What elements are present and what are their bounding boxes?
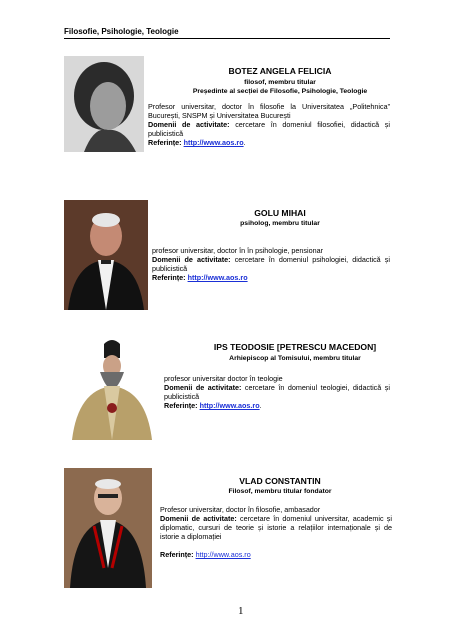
member-references xyxy=(152,273,390,282)
member-role: psiholog, membru titular xyxy=(240,220,320,227)
member-details xyxy=(152,246,390,282)
member-role: Filosof, membru titular fondator xyxy=(228,488,332,495)
portrait-photo-vlad xyxy=(64,468,152,588)
member-details xyxy=(164,374,390,410)
member-role: filosof, membru titular xyxy=(244,79,316,86)
member-role: Arhiepiscop al Tomisului, membru titular xyxy=(229,355,361,362)
page-number: 1 xyxy=(238,605,244,617)
member-bio: profesor universitar, doctor în în psihologie, pensionar xyxy=(152,246,324,255)
member-name: VLAD CONSTANTIN xyxy=(239,476,321,486)
member-domain xyxy=(160,514,392,541)
ref-link[interactable]: http://www.aos.ro xyxy=(199,401,260,410)
member-domain xyxy=(164,383,390,401)
member-name: BOTEZ ANGELA FELICIA xyxy=(228,66,332,76)
member-bio: Profesor universitar, doctor în filosofie la Universitatea „Politehnica” București, SNSPM și Universitatea București xyxy=(148,102,390,120)
ref-link[interactable]: http://www.aos.ro xyxy=(187,273,248,282)
domain-text: cercetare în domeniul teologiei, didactică și publicistică xyxy=(164,383,390,401)
ref-label: Referințe: xyxy=(148,138,182,147)
ref-suffix: . xyxy=(259,401,262,410)
domain-label: Domenii de activitate: xyxy=(160,514,237,523)
member-references xyxy=(160,550,392,559)
member-details xyxy=(148,102,390,147)
domain-label: Domenii de activitate: xyxy=(152,255,231,264)
domain-text: cercetare în domeniul psihologiei, didactică și publicistică xyxy=(152,255,390,273)
domain-text: cercetare în domeniul universitar, academic și diplomatic, cursuri de teorie și istorie a relațiilor internaționale și de istorie a diplomației xyxy=(160,514,392,541)
ref-suffix: . xyxy=(243,138,246,147)
header-rule xyxy=(64,38,390,39)
ref-label: Referințe: xyxy=(160,550,194,559)
ref-link[interactable]: http://www.aos.ro xyxy=(183,138,244,147)
member-role-secondary: Președinte al secției de Filosofie, Psihologie, Teologie xyxy=(192,88,368,95)
member-references xyxy=(164,401,390,410)
running-header: Filosofie, Psihologie, Teologie xyxy=(64,27,179,36)
member-references xyxy=(148,138,390,147)
member-details xyxy=(160,505,392,559)
portrait-photo-botez xyxy=(64,56,144,152)
ref-link[interactable]: http://www.aos.ro xyxy=(195,550,251,559)
ref-label: Referințe: xyxy=(164,401,198,410)
member-domain xyxy=(152,255,390,273)
member-bio: Profesor universitar, doctor în filosofie, ambasador xyxy=(160,505,321,514)
portrait-photo-teodosie xyxy=(64,336,160,440)
domain-label: Domenii de activitate: xyxy=(164,383,242,392)
member-bio: profesor universitar doctor în teologie xyxy=(164,374,283,383)
domain-label: Domenii de activitate: xyxy=(148,120,230,129)
member-name: GOLU MIHAI xyxy=(254,208,306,218)
member-name: IPS TEODOSIE [PETRESCU MACEDON] xyxy=(213,342,377,352)
domain-text: cercetare în domeniul filosofiei, didactică și publicistică xyxy=(148,120,390,138)
member-domain xyxy=(148,120,390,138)
ref-label: Referințe: xyxy=(152,273,186,282)
portrait-photo-golu xyxy=(64,200,148,310)
